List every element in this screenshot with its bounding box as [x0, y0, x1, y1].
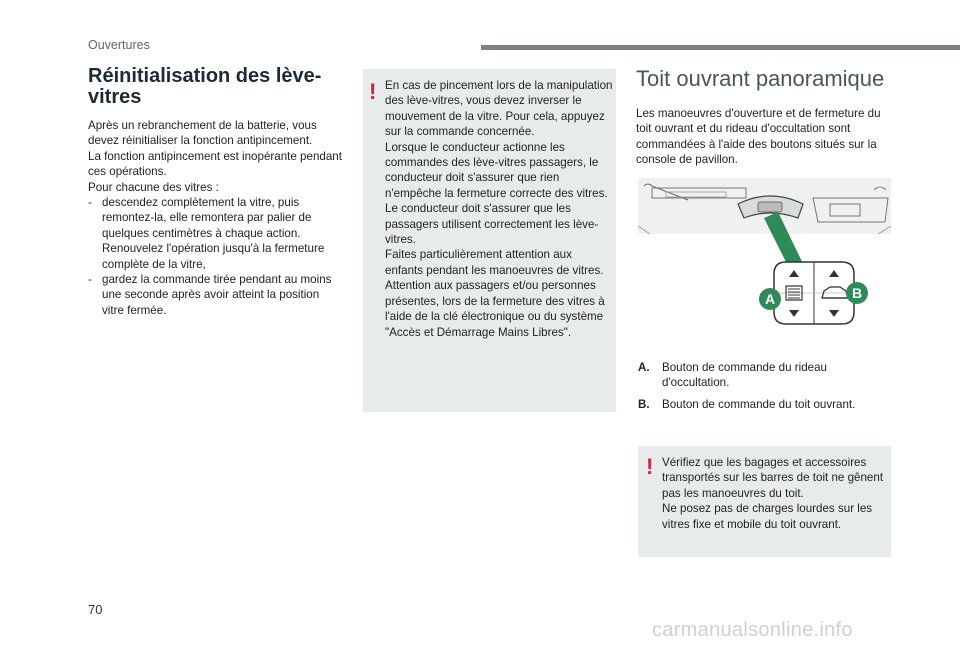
illustration-legend: [638, 360, 888, 418]
page-number: 70: [88, 602, 103, 617]
reinit-step-text: gardez la commande tirée pendant au moins une seconde après avoir atteint la position vitre fermée.: [102, 273, 332, 317]
reinit-section: [88, 66, 343, 318]
sunroof-section: [636, 66, 891, 168]
section-header: Ouvertures: [88, 38, 150, 52]
list-dash: -: [88, 196, 92, 210]
legend-text: Bouton de commande du rideau d'occultation.: [662, 361, 828, 390]
warning-box-roof: [638, 446, 891, 557]
legend-text: Bouton de commande du toit ouvrant.: [662, 397, 856, 411]
warning-paragraph: Faites particulièrement attention aux enfants pendant les manoeuvres de vitres.: [385, 248, 604, 277]
legend-item-b: [638, 397, 888, 412]
warning-text: [385, 78, 613, 340]
roof-console-drawing: [638, 178, 891, 346]
label-a: A: [764, 291, 776, 307]
warning-paragraph: En cas de pincement lors de la manipulation des lève-vitres, vous devez inverser le mouvement de la vitre. Pour cela, appuyez sur la commande concernée.: [385, 79, 613, 139]
warning-paragraph: Lorsque le conducteur actionne les commandes des lève-vitres passagers, le conducteur doit s'assurer que rien n'empêche la fermeture correcte des vitres.: [385, 140, 608, 200]
reinit-title: Réinitialisation des lève-vitres: [88, 65, 322, 108]
button-panel-zoom: [774, 262, 854, 324]
watermark: carmanualsonline.info: [652, 619, 853, 641]
reinit-steps: [88, 195, 343, 318]
roof-console-illustration: [638, 178, 891, 346]
warning-paragraph: Attention aux passagers et/ou personnes présentes, lors de la fermeture des vitres à l'aide de la clé électronique ou du système "Accès et Démarrage Mains Libres".: [385, 279, 605, 339]
warning-text: [662, 455, 884, 532]
warning-paragraph: Vérifiez que les bagages et accessoires transportés sur les barres de toit ne gênent pas les manoeuvres du toit.: [662, 456, 884, 500]
warning-paragraph: Ne posez pas de charges lourdes sur les vitres fixe et mobile du toit ouvrant.: [662, 502, 873, 531]
reinit-intro-2: La fonction antipincement est inopérante pendant ces opérations.: [88, 149, 342, 179]
list-dash: -: [88, 273, 92, 287]
exclamation-icon: !: [646, 454, 654, 479]
sunroof-title: Toit ouvrant panoramique: [636, 66, 885, 91]
reinit-intro-1: Après un rebranchement de la batterie, vous devez réinitialiser la fonction antipincement.: [88, 119, 317, 148]
legend-key: A.: [638, 361, 650, 374]
reinit-step-text: descendez complètement la vitre, puis remontez-la, elle remontera par palier de quelques centimètres à chaque action. Renouvelez l'opération jusqu'à la fermeture complète de la vitre,: [102, 196, 325, 271]
reinit-intro-3: Pour chacune des vitres :: [88, 180, 219, 194]
label-b: B: [851, 285, 863, 301]
header-bar: [481, 45, 960, 50]
exclamation-icon: !: [369, 79, 377, 104]
reinit-step: [88, 272, 343, 318]
reinit-step: [88, 195, 343, 272]
legend-key: B.: [638, 397, 650, 411]
roof-console-button: [758, 202, 782, 212]
warning-paragraph: Le conducteur doit s'assurer que les passagers utilisent correctement les lève-vitres.: [385, 202, 599, 247]
sunroof-intro: Les manoeuvres d'ouverture et de fermeture du toit ouvrant et du rideau d'occultation sont commandées à l'aide des boutons situés sur la console de pavillon.: [636, 107, 881, 167]
legend-item-a: [638, 360, 888, 391]
warning-box-windows: [363, 69, 616, 412]
